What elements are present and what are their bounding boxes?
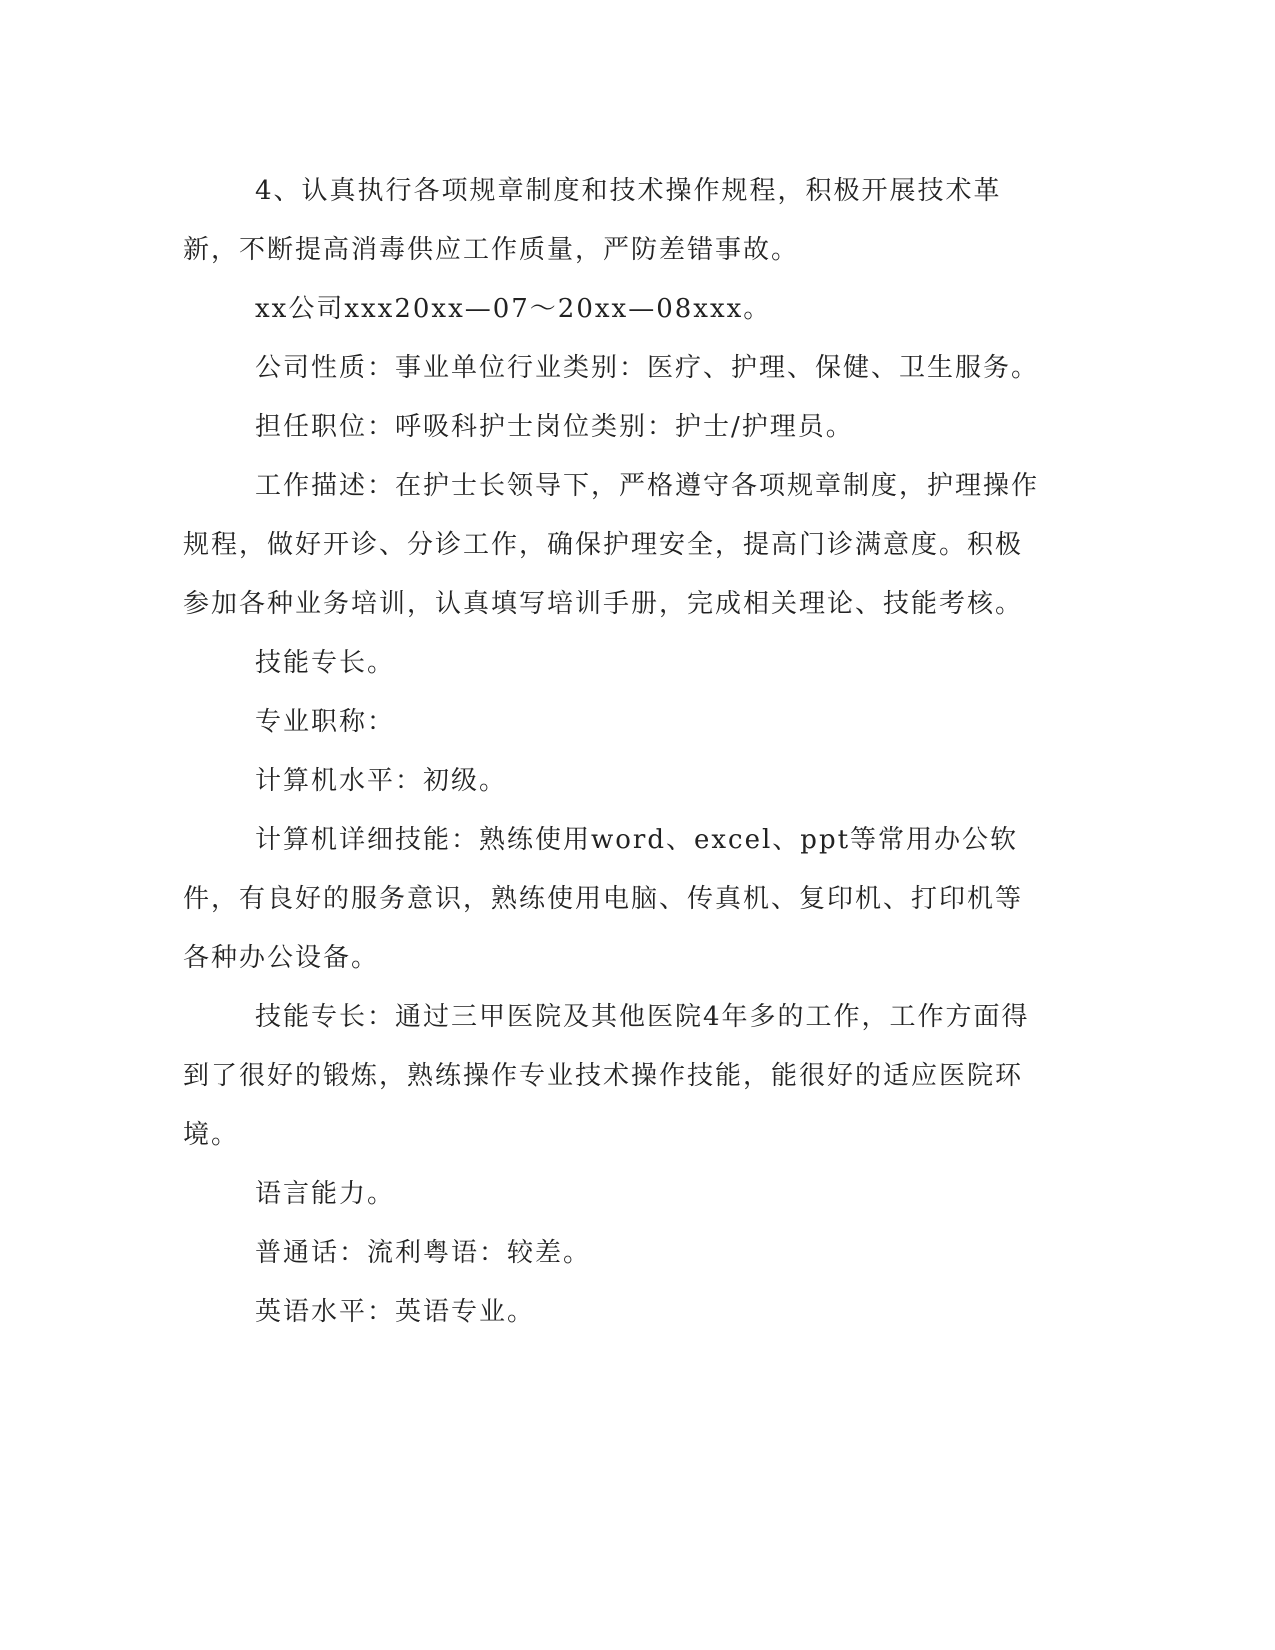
paragraph-mandarin-cantonese: 普通话：流利粤语：较差。 <box>255 1238 592 1268</box>
document-body <box>183 162 1043 1342</box>
paragraph-position: 担任职位：呼吸科护士岗位类别：护士/护理员。 <box>255 412 854 442</box>
paragraph-computer-skills: 计算机详细技能：熟练使用word、excel、ppt等常用办公软件，有良好的服务意识，熟练使用电脑、传真机、复印机、打印机等各种办公设备。 <box>183 825 1024 973</box>
paragraph-english-level: 英语水平：英语专业。 <box>255 1297 536 1327</box>
paragraph-company-nature: 公司性质：事业单位行业类别：医疗、护理、保健、卫生服务。 <box>255 353 1040 383</box>
paragraph-computer-level: 计算机水平：初级。 <box>255 766 508 796</box>
paragraph-professional-title: 专业职称： <box>255 707 396 737</box>
paragraph-responsibility-4: 4、认真执行各项规章制度和技术操作规程，积极开展技术革新，不断提高消毒供应工作质量，严防差错事故。 <box>183 176 1002 265</box>
paragraph-skills-heading: 技能专长。 <box>255 648 396 678</box>
paragraph-company: xx公司xxx20xx—07～20xx—08xxx。 <box>255 294 772 324</box>
paragraph-skill-expertise: 技能专长：通过三甲医院及其他医院4年多的工作，工作方面得到了很好的锻炼，熟练操作专业技术操作技能，能很好的适应医院环境。 <box>183 1002 1030 1150</box>
paragraph-job-description: 工作描述：在护士长领导下，严格遵守各项规章制度，护理操作规程，做好开诊、分诊工作，确保护理安全，提高门诊满意度。积极参加各种业务培训，认真填写培训手册，完成相关理论、技能考核。 <box>183 471 1040 619</box>
paragraph-language-heading: 语言能力。 <box>255 1179 396 1209</box>
